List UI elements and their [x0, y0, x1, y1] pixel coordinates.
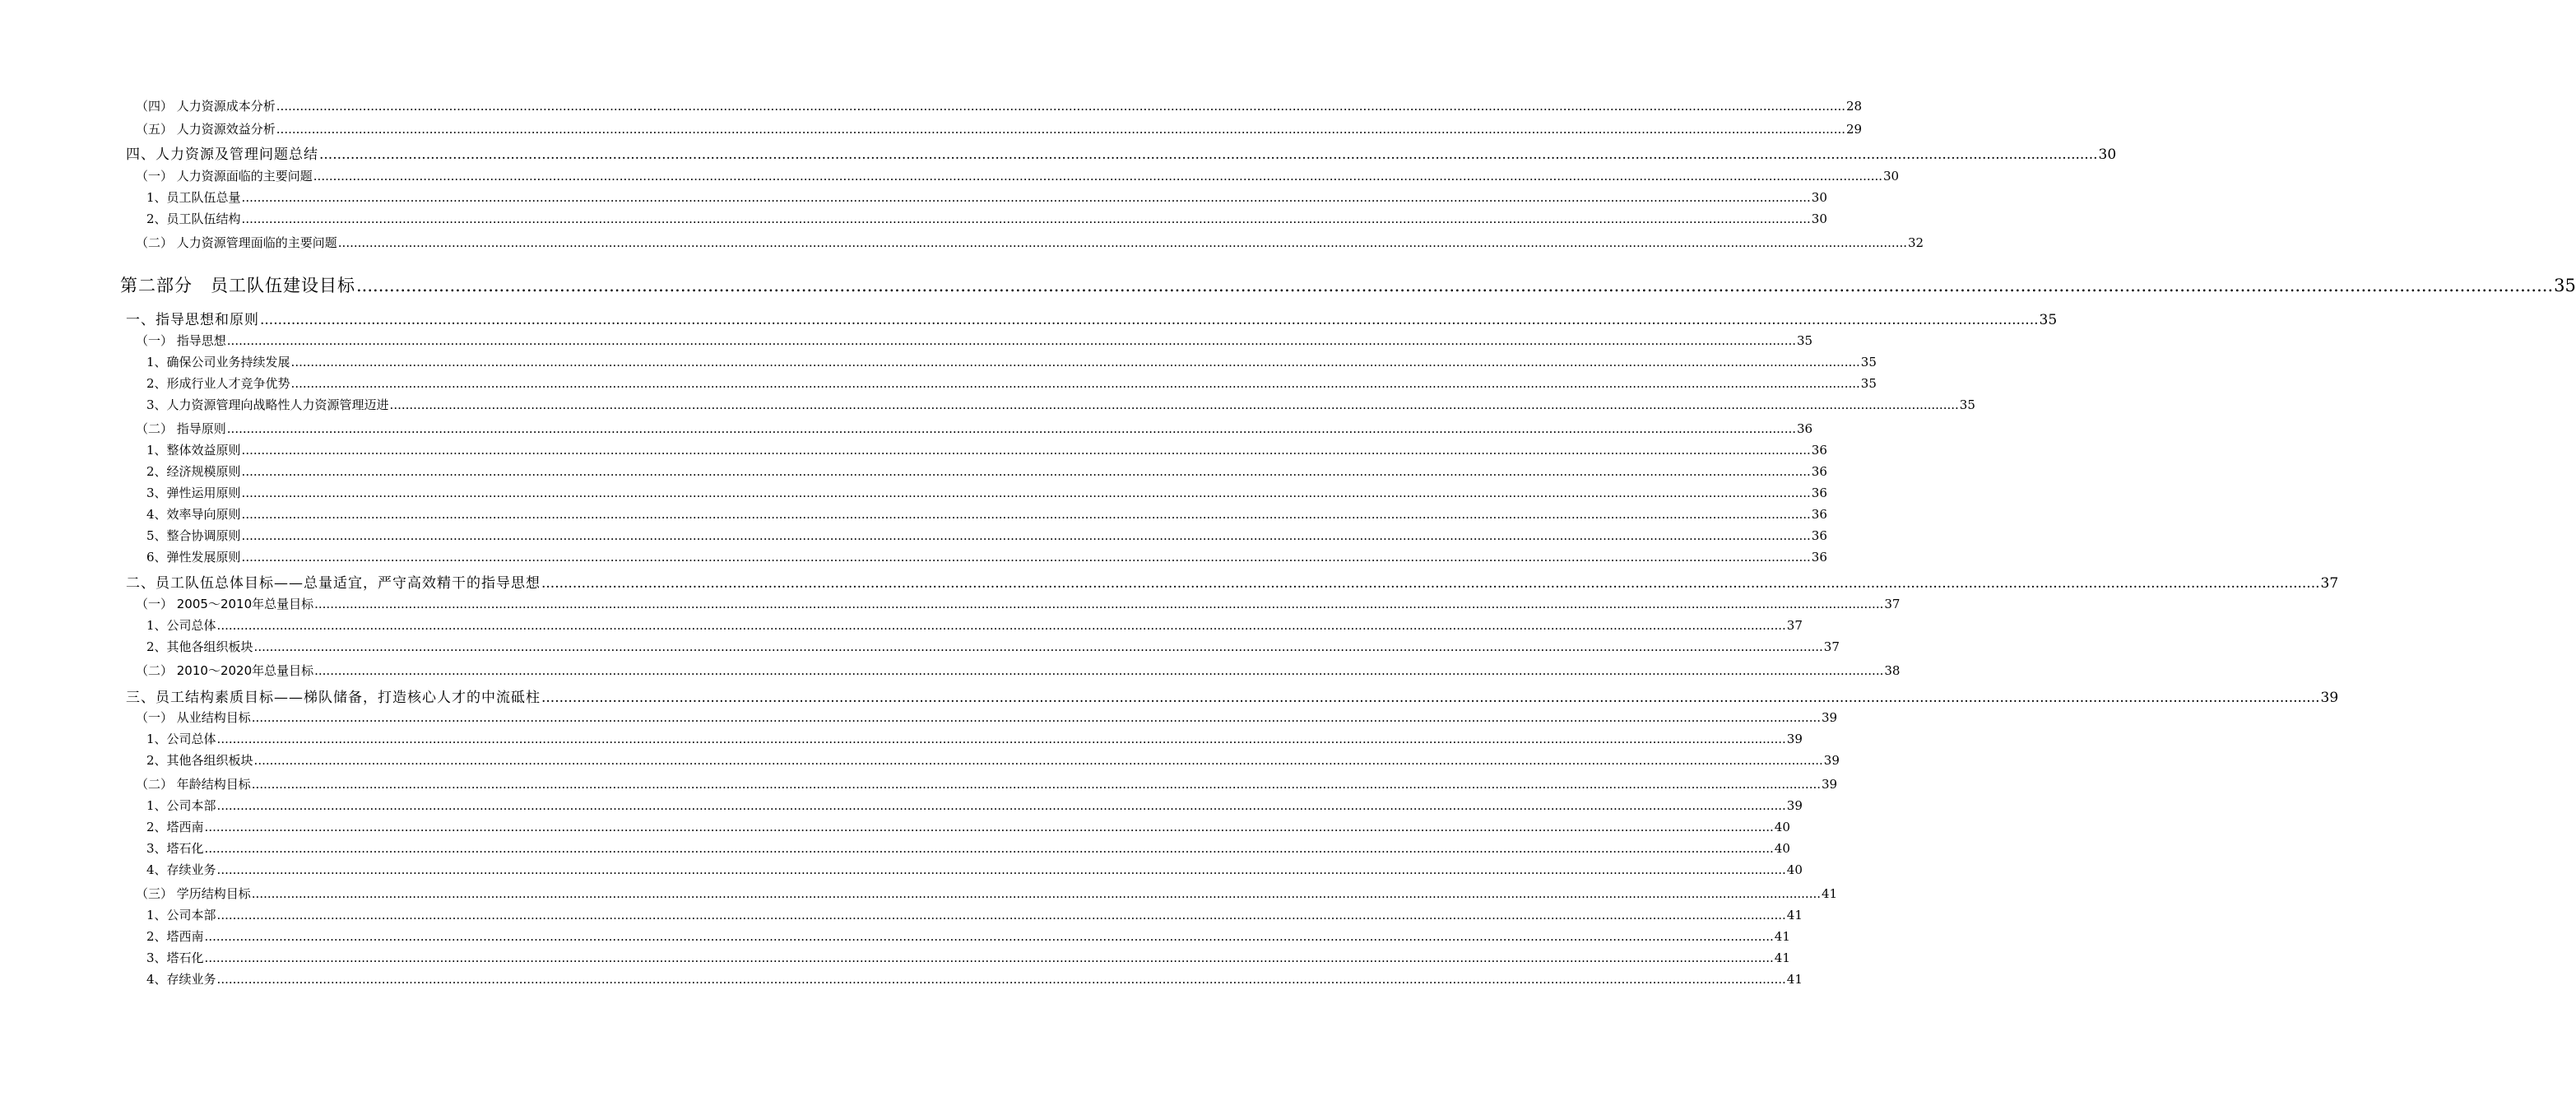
toc-page-number: 36	[1811, 486, 1827, 500]
toc-entry-label: 2、经济规模原则	[146, 464, 241, 479]
toc-page-number: 35	[1860, 355, 1877, 369]
toc-entry-label: 2、其他各组织板块	[146, 753, 253, 768]
toc-dot-leader: ................................................................................................................................................................................................................................................................................................................................................................................................................	[313, 169, 1883, 184]
toc-dot-leader: ................................................................................................................................................................................................................................................................................................................................................................................................................	[319, 146, 2098, 163]
toc-entry[interactable]	[146, 839, 1790, 857]
toc-entry[interactable]	[146, 396, 1975, 413]
toc-dot-leader: ................................................................................................................................................................................................................................................................................................................................................................................................................	[241, 211, 1811, 226]
toc-page-number: 37	[2320, 575, 2339, 592]
toc-dot-leader: ................................................................................................................................................................................................................................................................................................................................................................................................................	[241, 550, 1811, 565]
toc-entry-label: （三） 学历结构目标	[136, 886, 251, 901]
toc-dot-leader: ................................................................................................................................................................................................................................................................................................................................................................................................................	[251, 710, 1822, 725]
toc-dot-leader: ................................................................................................................................................................................................................................................................................................................................................................................................................	[204, 820, 1774, 834]
toc-dot-leader: ................................................................................................................................................................................................................................................................................................................................................................................................................	[290, 376, 1860, 391]
toc-entry-label: 一、指导思想和原则	[126, 312, 259, 328]
toc-dot-leader: ................................................................................................................................................................................................................................................................................................................................................................................................................	[253, 639, 1823, 654]
toc-entry[interactable]	[146, 353, 1877, 370]
toc-entry-label: 1、公司本部	[146, 908, 216, 922]
toc-page-number: 39	[1822, 777, 1838, 792]
toc-entry-label: 4、存续业务	[146, 862, 216, 877]
toc-entry-label: （二） 指导原则	[136, 421, 226, 436]
toc-page-number: 30	[1811, 190, 1827, 205]
toc-page-number: 41	[1774, 950, 1790, 965]
toc-entry[interactable]	[146, 949, 1790, 966]
toc-entry[interactable]	[136, 120, 1863, 137]
toc-entry-label: 2、员工队伍结构	[146, 211, 241, 226]
toc-page-number: 36	[1811, 550, 1827, 565]
toc-page-number: 35	[1959, 397, 1975, 412]
toc-page-number: 29	[1846, 122, 1863, 137]
toc-page-number: 41	[1822, 886, 1838, 901]
toc-page-number: 37	[1786, 618, 1803, 633]
toc-entry-label: 1、确保公司业务持续发展	[146, 355, 290, 369]
toc-entry[interactable]	[146, 616, 1803, 634]
toc-dot-leader: ................................................................................................................................................................................................................................................................................................................................................................................................................	[260, 312, 2039, 328]
toc-page-number: 32	[1908, 235, 1924, 250]
toc-entry[interactable]	[136, 234, 1924, 251]
toc-entry[interactable]	[136, 595, 1901, 612]
toc-page-number: 30	[1811, 211, 1827, 226]
toc-dot-leader: ................................................................................................................................................................................................................................................................................................................................................................................................................	[216, 618, 1786, 633]
toc-entry-label: 1、整体效益原则	[146, 443, 241, 458]
toc-page-number: 39	[1786, 732, 1803, 746]
toc-dot-leader: ................................................................................................................................................................................................................................................................................................................................................................................................................	[356, 276, 2554, 295]
toc-page-number: 41	[1774, 929, 1790, 944]
toc-entry[interactable]	[146, 751, 1840, 769]
toc-entry-label: 二、员工队伍总体目标——总量适宜，严守高效精干的指导思想	[126, 575, 541, 592]
toc-dot-leader: ................................................................................................................................................................................................................................................................................................................................................................................................................	[314, 663, 1884, 678]
toc-entry-label: （四） 人力资源成本分析	[136, 99, 276, 114]
toc-entry[interactable]	[136, 97, 1863, 114]
toc-entry[interactable]	[146, 638, 1840, 655]
toc-entry[interactable]	[146, 441, 1827, 458]
toc-entry-label: （二） 年龄结构目标	[136, 777, 251, 792]
toc-page-number: 40	[1774, 841, 1790, 856]
toc-entry[interactable]	[136, 885, 1838, 902]
toc-page-number: 36	[1811, 464, 1827, 479]
toc-entry[interactable]	[136, 662, 1901, 679]
toc-dot-leader: ................................................................................................................................................................................................................................................................................................................................................................................................................	[337, 235, 1908, 250]
toc-page-number: 36	[1797, 421, 1813, 436]
toc-page-number: 41	[1786, 908, 1803, 922]
toc-page-number: 35	[1797, 333, 1813, 348]
toc-page-number: 41	[1786, 972, 1803, 987]
toc-entry-label: 4、存续业务	[146, 972, 216, 987]
toc-page-number: 38	[1884, 663, 1901, 678]
toc-entry[interactable]	[146, 730, 1803, 747]
toc-entry[interactable]	[136, 775, 1838, 792]
toc-entry[interactable]	[126, 571, 2339, 592]
toc-entry-label: 3、弹性运用原则	[146, 486, 241, 500]
toc-page-number: 36	[1811, 507, 1827, 522]
toc-entry[interactable]	[146, 505, 1827, 523]
toc-entry[interactable]	[146, 818, 1790, 835]
toc-entry[interactable]	[146, 906, 1803, 923]
toc-page-number: 37	[1823, 639, 1840, 654]
toc-page-number: 36	[1811, 443, 1827, 458]
toc-entry[interactable]	[136, 167, 1900, 184]
toc-entry-label: （一） 2005～2010年总量目标	[136, 597, 314, 611]
toc-page-number: 35	[1860, 376, 1877, 391]
toc-dot-leader: ................................................................................................................................................................................................................................................................................................................................................................................................................	[253, 753, 1823, 768]
toc-dot-leader: ................................................................................................................................................................................................................................................................................................................................................................................................................	[204, 841, 1774, 856]
toc-dot-leader: ................................................................................................................................................................................................................................................................................................................................................................................................................	[241, 507, 1811, 522]
toc-dot-leader: ................................................................................................................................................................................................................................................................................................................................................................................................................	[241, 443, 1811, 458]
toc-dot-leader: ................................................................................................................................................................................................................................................................................................................................................................................................................	[241, 190, 1811, 205]
toc-dot-leader: ................................................................................................................................................................................................................................................................................................................................................................................................................	[314, 597, 1884, 611]
toc-dot-leader: ................................................................................................................................................................................................................................................................................................................................................................................................................	[276, 122, 1846, 137]
toc-page-number: 40	[1786, 862, 1803, 877]
toc-entry-label: （二） 2010～2020年总量目标	[136, 663, 314, 678]
toc-page-number: 39	[1786, 798, 1803, 813]
toc-dot-leader: ................................................................................................................................................................................................................................................................................................................................................................................................................	[290, 355, 1860, 369]
toc-entry[interactable]	[126, 685, 2339, 706]
toc-dot-leader: ................................................................................................................................................................................................................................................................................................................................................................................................................	[389, 397, 1959, 412]
toc-entry-label: （一） 指导思想	[136, 333, 226, 348]
toc-entry-label: 2、塔西南	[146, 820, 204, 834]
toc-dot-leader: ................................................................................................................................................................................................................................................................................................................................................................................................................	[251, 886, 1822, 901]
toc-entry[interactable]	[146, 484, 1827, 501]
toc-entry-label: 2、形成行业人才竞争优势	[146, 376, 290, 391]
toc-entry[interactable]	[126, 142, 2117, 163]
toc-dot-leader: ................................................................................................................................................................................................................................................................................................................................................................................................................	[216, 972, 1786, 987]
toc-page-number: 30	[1883, 169, 1900, 184]
toc-entry-label: 3、人力资源管理向战略性人力资源管理迈进	[146, 397, 389, 412]
toc-entry-label: 5、整合协调原则	[146, 528, 241, 543]
toc-entry-label: 2、其他各组织板块	[146, 639, 253, 654]
toc-entry-label: 2、塔西南	[146, 929, 204, 944]
toc-entry-label: （五） 人力资源效益分析	[136, 122, 276, 137]
toc-dot-leader: ................................................................................................................................................................................................................................................................................................................................................................................................................	[241, 528, 1811, 543]
toc-page-number: 36	[1811, 528, 1827, 543]
toc-entry[interactable]	[146, 188, 1827, 206]
toc-entry-label: 1、公司本部	[146, 798, 216, 813]
toc-dot-leader: ................................................................................................................................................................................................................................................................................................................................................................................................................	[204, 929, 1774, 944]
toc-page-number: 40	[1774, 820, 1790, 834]
toc-entry-label: 三、员工结构素质目标——梯队储备，打造核心人才的中流砥柱	[126, 690, 541, 706]
toc-dot-leader: ................................................................................................................................................................................................................................................................................................................................................................................................................	[204, 950, 1774, 965]
toc-entry-label: （一） 人力资源面临的主要问题	[136, 169, 313, 184]
toc-page-number: 35	[2039, 312, 2058, 328]
toc-entry[interactable]	[136, 420, 1813, 437]
toc-entry[interactable]	[146, 527, 1827, 544]
toc-entry-label: 1、公司总体	[146, 732, 216, 746]
toc-page-number: 37	[1884, 597, 1901, 611]
toc-entry-label: 3、塔石化	[146, 841, 204, 856]
toc-entry[interactable]	[146, 374, 1877, 392]
toc-entry-label: 4、效率导向原则	[146, 507, 241, 522]
toc-page-number: 30	[2098, 146, 2117, 163]
toc-entry[interactable]	[146, 970, 1803, 988]
toc-dot-leader: ................................................................................................................................................................................................................................................................................................................................................................................................................	[251, 777, 1822, 792]
toc-entry-label: （二） 人力资源管理面临的主要问题	[136, 235, 337, 250]
toc-entry-label: （一） 从业结构目标	[136, 710, 251, 725]
toc-dot-leader: ................................................................................................................................................................................................................................................................................................................................................................................................................	[241, 486, 1811, 500]
toc-entry[interactable]	[126, 308, 2058, 328]
toc-page-number: 39	[1822, 710, 1838, 725]
toc-entry[interactable]	[146, 462, 1827, 480]
toc-page-number: 39	[1823, 753, 1840, 768]
toc-entry-label: 四、人力资源及管理问题总结	[126, 146, 318, 163]
toc-dot-leader: ................................................................................................................................................................................................................................................................................................................................................................................................................	[216, 798, 1786, 813]
toc-page-number: 28	[1846, 99, 1863, 114]
toc-entry-label: 1、公司总体	[146, 618, 216, 633]
toc-dot-leader: ................................................................................................................................................................................................................................................................................................................................................................................................................	[226, 421, 1797, 436]
toc-dot-leader: ................................................................................................................................................................................................................................................................................................................................................................................................................	[216, 908, 1786, 922]
toc-dot-leader: ................................................................................................................................................................................................................................................................................................................................................................................................................	[216, 862, 1786, 877]
toc-page-number: 39	[2320, 690, 2339, 706]
toc-entry[interactable]	[146, 797, 1803, 814]
toc-dot-leader: ................................................................................................................................................................................................................................................................................................................................................................................................................	[541, 575, 2320, 592]
toc-dot-leader: ................................................................................................................................................................................................................................................................................................................................................................................................................	[541, 690, 2320, 706]
toc-entry-label: 6、弹性发展原则	[146, 550, 241, 565]
toc-entry[interactable]	[136, 332, 1813, 349]
toc-entry-label: 3、塔石化	[146, 950, 204, 965]
toc-entry[interactable]	[146, 210, 1827, 227]
toc-dot-leader: ................................................................................................................................................................................................................................................................................................................................................................................................................	[241, 464, 1811, 479]
toc-page-number: 35	[2554, 276, 2576, 295]
toc-entry[interactable]	[120, 272, 2576, 297]
toc-entry[interactable]	[146, 548, 1827, 565]
toc-dot-leader: ................................................................................................................................................................................................................................................................................................................................................................................................................	[276, 99, 1846, 114]
toc-entry[interactable]	[136, 709, 1838, 726]
toc-entry[interactable]	[146, 927, 1790, 945]
toc-dot-leader: ................................................................................................................................................................................................................................................................................................................................................................................................................	[226, 333, 1797, 348]
toc-dot-leader: ................................................................................................................................................................................................................................................................................................................................................................................................................	[216, 732, 1786, 746]
toc-entry-label: 1、员工队伍总量	[146, 190, 241, 205]
toc-entry[interactable]	[146, 861, 1803, 878]
toc-entry-label: 第二部分 员工队伍建设目标	[120, 276, 355, 295]
